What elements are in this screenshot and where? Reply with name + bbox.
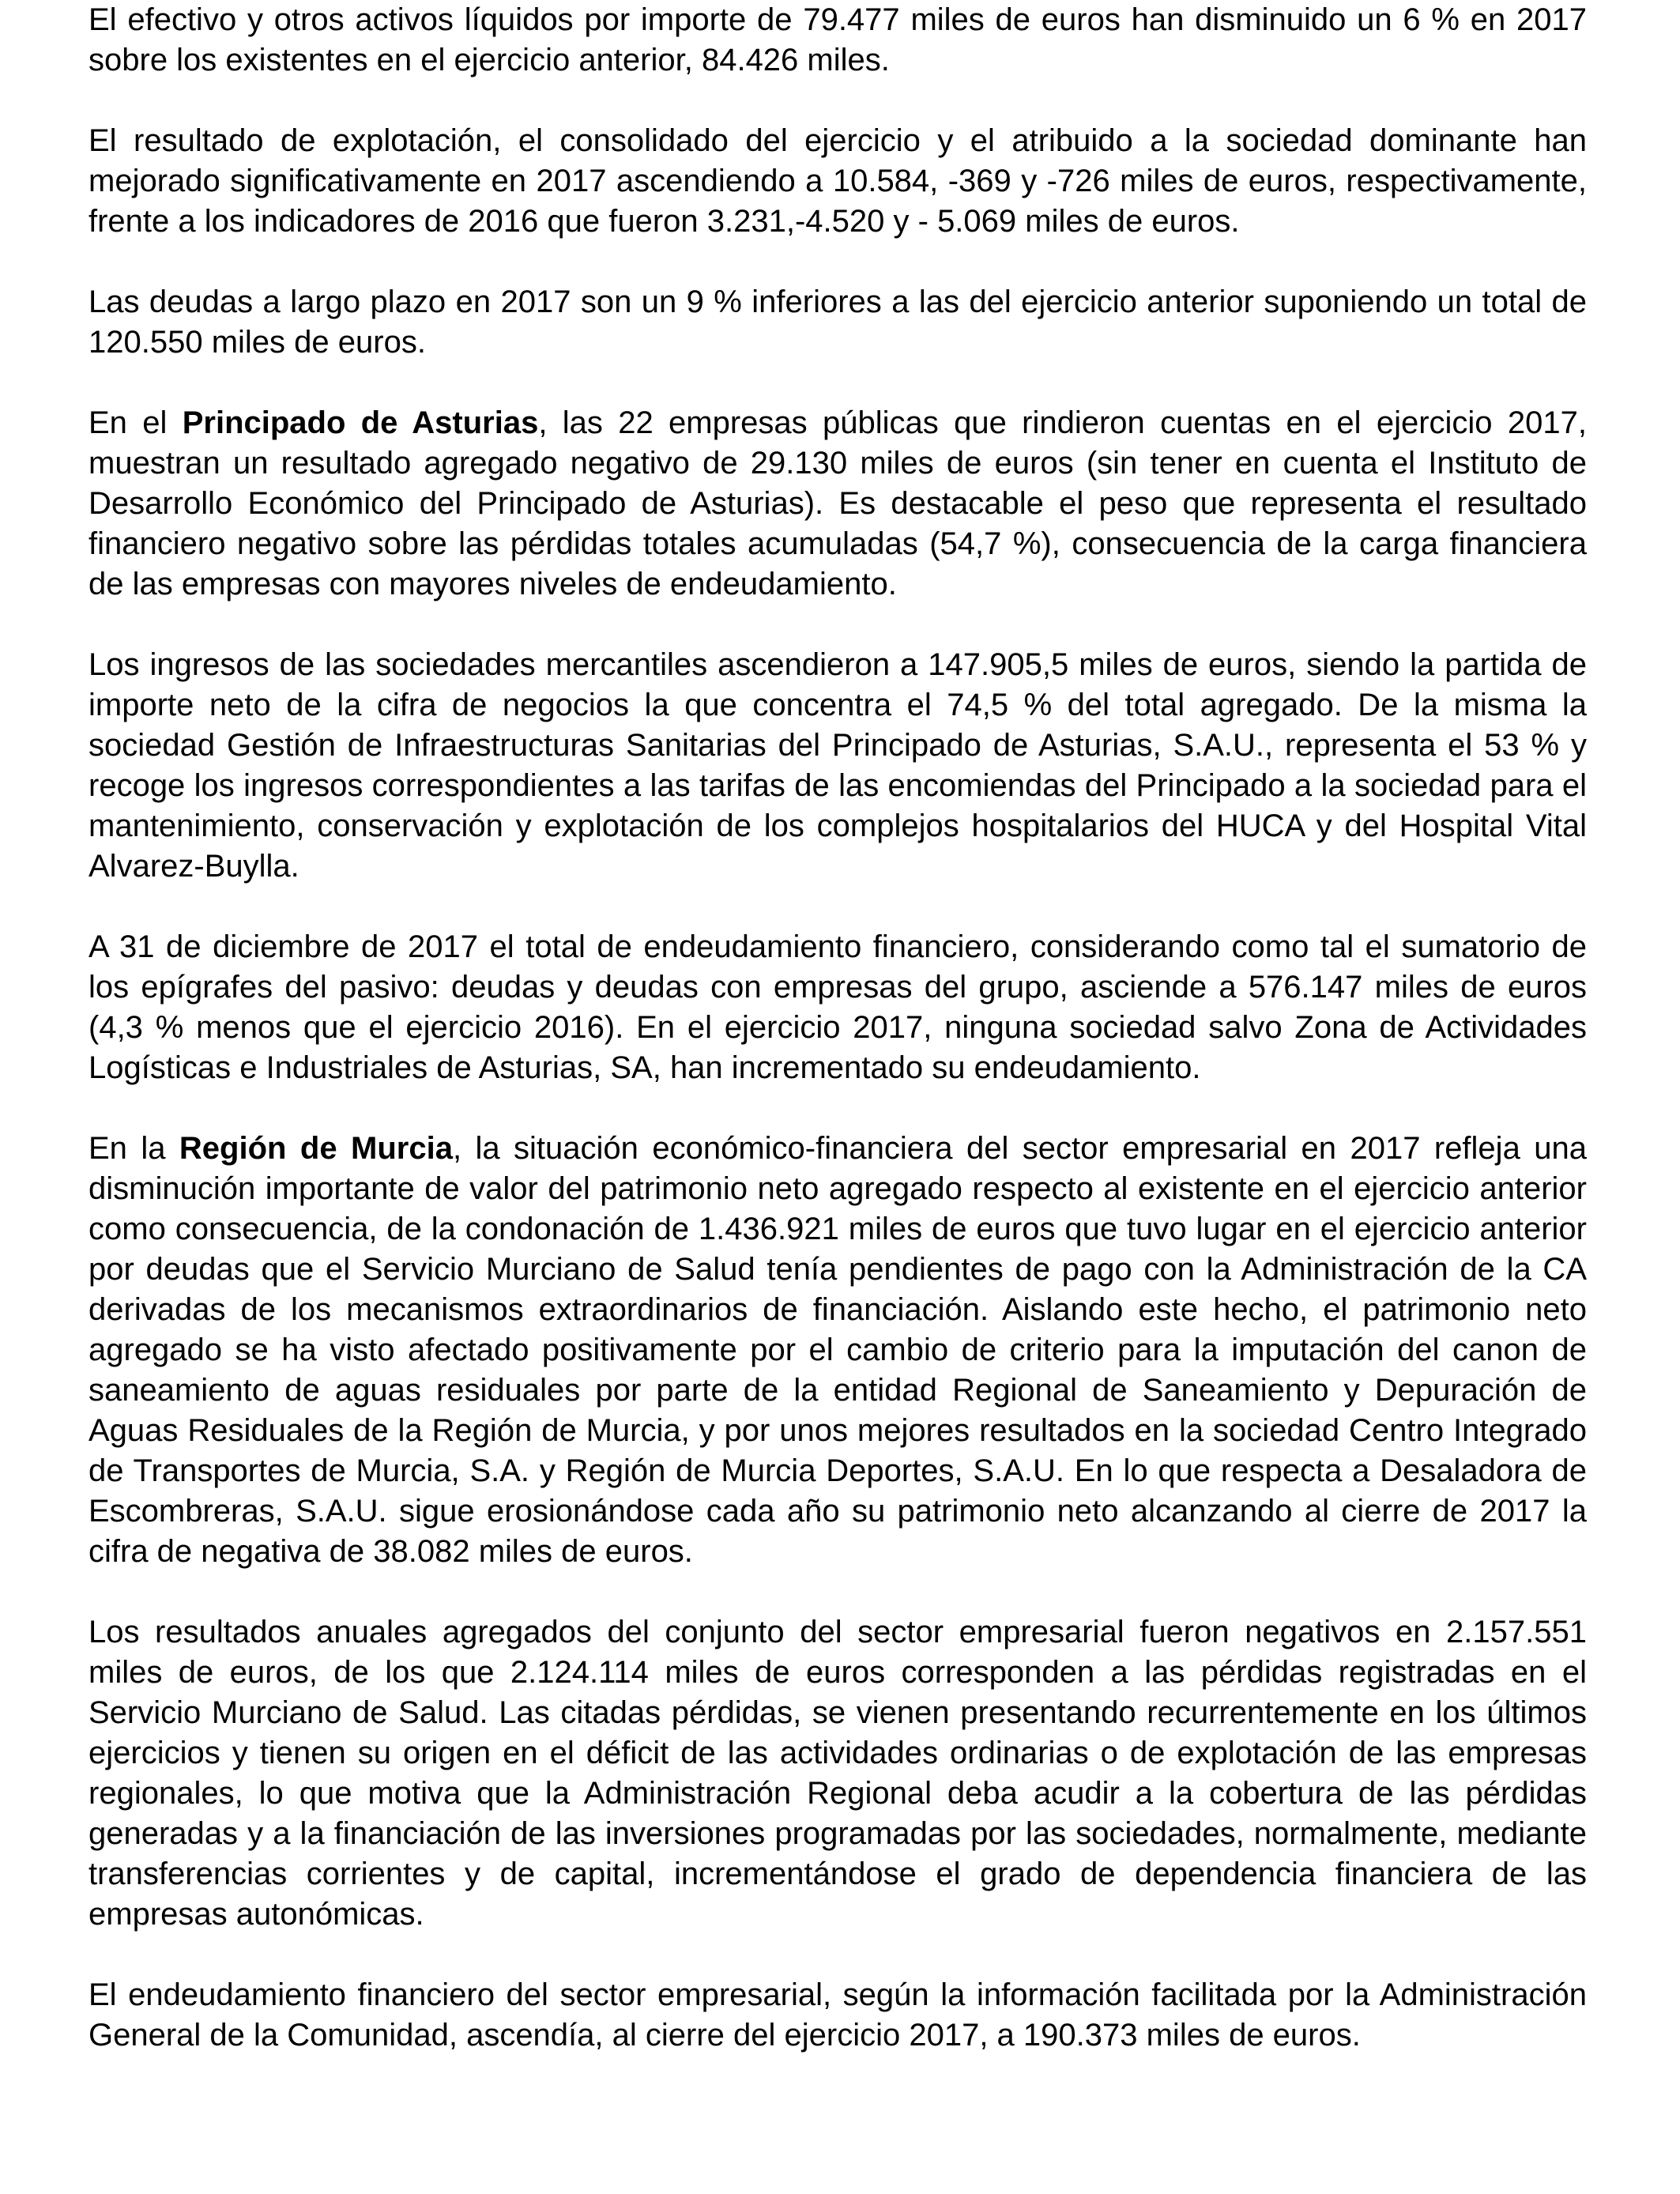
paragraph-resultado-explotacion: El resultado de explotación, el consolidado del ejercicio y el atribuido a la sociedad dominante han mejorado significativamente en 2017 ascendiendo a 10.584, -369 y -726 miles de euros, respectivamente, frente a los indicadores de 2016 que fueron 3.231,-4.520 y - 5.069 miles de euros. (89, 123, 1587, 239)
paragraph-body: , las 22 empresas públicas que rindieron cuentas en el ejercicio 2017, muestran un resultado agregado negativo de 29.130 miles de euros (sin tener en cuenta el Instituto de Desarrollo Económico del Principado de Asturias). Es destacable el peso que representa el resultado financiero negativo sobre las pérdidas totales acumuladas (54,7 %), consecuencia de la carga financiera de las empresas con mayores niveles de endeudamiento. (89, 405, 1587, 601)
paragraph-endeudamiento-asturias: A 31 de diciembre de 2017 el total de endeudamiento financiero, considerando como tal el sumatorio de los epígrafes del pasivo: deudas y deudas con empresas del grupo, asciende a 576.147 miles de euros (4,3 % menos que el ejercicio 2016). En el ejercicio 2017, ninguna sociedad salvo Zona de Actividades Logísticas e Industriales de Asturias, SA, han incrementado su endeudamiento. (89, 929, 1587, 1085)
paragraph-region-murcia (89, 1129, 1587, 1572)
paragraph-resultados-anuales: Los resultados anuales agregados del conjunto del sector empresarial fueron negativos en 2.157.551 miles de euros, de los que 2.124.114 miles de euros corresponden a las pérdidas registradas en el Servicio Murciano de Salud. Las citadas pérdidas, se vienen presentando recurrentemente en los últimos ejercicios y tienen su origen en el déficit de las actividades ordinarias o de explotación de las empresas regionales, lo que motiva que la Administración Regional deba acudir a la cobertura de las pérdidas generadas y a la financiación de las inversiones programadas por las sociedades, normalmente, mediante transferencias corrientes y de capital, incrementándose el grado de dependencia financiera de las empresas autonómicas. (89, 1615, 1587, 1932)
paragraph-prefix: En la (89, 1131, 179, 1166)
paragraph-endeudamiento-murcia: El endeudamiento financiero del sector empresarial, según la información facilitada por la Administración General de la Comunidad, ascendía, al cierre del ejercicio 2017, a 190.373 miles de euros. (89, 1977, 1587, 2053)
paragraph-deudas-largo-plazo: Las deudas a largo plazo en 2017 son un 9 % inferiores a las del ejercicio anterior suponiendo un total de 120.550 miles de euros. (89, 285, 1587, 360)
paragraph-body: , la situación económico-financiera del sector empresarial en 2017 refleja una disminución importante de valor del patrimonio neto agregado respecto al existente en el ejercicio anterior como consecuencia, de la condonación de 1.436.921 miles de euros que tuvo lugar en el ejercicio anterior por deudas que el Servicio Murciano de Salud tenía pendientes de pago con la Administración de la CA derivadas de los mecanismos extraordinarios de financiación. Aislando este hecho, el patrimonio neto agregado se ha visto afectado positivamente por el cambio de criterio para la imputación del canon de saneamiento de aguas residuales por parte de la entidad Regional de Saneamiento y Depuración de Aguas Residuales de la Región de Murcia, y por unos mejores resultados en la sociedad Centro Integrado de Transportes de Murcia, S.A. y Región de Murcia Deportes, S.A.U. En lo que respecta a Desaladora de Escombreras, S.A.U. sigue erosionándose cada año su patrimonio neto alcanzando al cierre de 2017 la cifra de negativa de 38.082 miles de euros. (89, 1131, 1587, 1569)
paragraph-efectivo: El efectivo y otros activos líquidos por importe de 79.477 miles de euros han disminuido un 6 % en 2017 sobre los existentes en el ejercicio anterior, 84.426 miles. (89, 2, 1587, 77)
region-name-murcia: Región de Murcia (179, 1131, 453, 1166)
paragraph-ingresos-sociedades: Los ingresos de las sociedades mercantiles ascendieron a 147.905,5 miles de euros, siendo la partida de importe neto de la cifra de negocios la que concentra el 74,5 % del total agregado. De la misma la sociedad Gestión de Infraestructuras Sanitarias del Principado de Asturias, S.A.U., representa el 53 % y recoge los ingresos correspondientes a las tarifas de las encomiendas del Principado a la sociedad para el mantenimiento, conservación y explotación de los complejos hospitalarios del HUCA y del Hospital Vital Alvarez-Buylla. (89, 647, 1587, 884)
paragraph-prefix: En el (89, 405, 183, 440)
region-name-asturias: Principado de Asturias (182, 405, 539, 440)
paragraph-principado-asturias (89, 403, 1587, 605)
document-page (89, 0, 1587, 2096)
